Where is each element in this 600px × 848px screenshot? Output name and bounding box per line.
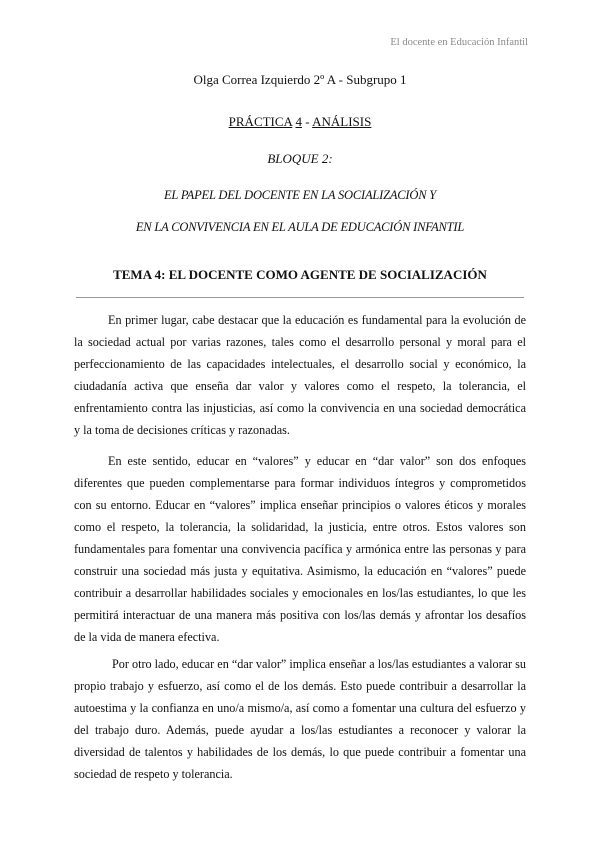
practice-word: PRÁCTICA: [228, 114, 293, 129]
author-line: Olga Correa Izquierdo 2º A - Subgrupo 1: [193, 72, 407, 87]
practice-type: ANÁLISIS: [312, 114, 372, 129]
practice-separator: -: [301, 114, 313, 129]
body-paragraph-1: En primer lugar, cabe destacar que la educación es fundamental para la evolución de la sociedad actual por varias razones, tales como el desarrollo personal y moral para el perfeccionamiento de las capacidades intelectuales, el desarrollo social y económico, la ciudadanía activa que enseña dar valor y valores como el respeto, la tolerancia, el enfrentamiento contra las injusticias, así como la convivencia en una sociedad democrática y la toma de decisiones críticas y razonadas.: [74, 313, 526, 437]
practice-number: 4: [295, 114, 302, 129]
block-title-line-2: EN LA CONVIVENCIA EN EL AULA DE EDUCACIÓN INFANTIL: [135, 220, 465, 234]
running-header: El docente en Educación Infantil: [390, 37, 528, 48]
block-heading: BLOQUE 2:: [267, 151, 333, 166]
body-paragraph-2: En este sentido, educar en “valores” y educar en “dar valor” son dos enfoques diferentes que pueden complementarse para formar individuos íntegros y comprometidos con su entorno. Educar en “valores” implica enseñar principios o valores éticos y morales como el respeto, la tolerancia, la solidaridad, la justicia, entre otros. Estos valores son fundamentales para fomentar una convivencia pacífica y armónica entre las personas y para construir una sociedad más justa y equitativa. Asimismo, la educación en “valores” puede contribuir a desarrollar habilidades sociales y emocionales en los/las estudiantes, lo que les permitirá interactuar de una manera más positiva con los/las demás y afrontar los desafíos de la vida de manera efectiva.: [74, 454, 526, 644]
body-paragraph-3: Por otro lado, educar en “dar valor” implica enseñar a los/las estudiantes a valorar su propio trabajo y esfuerzo, así como el de los demás. Esto puede contribuir a desarrollar la autoestima y la confianza en uno/a mismo/a, así como a fomentar una cultura del esfuerzo y del trabajo duro. Además, puede ayudar a los/las estudiantes a reconocer y valorar la diversidad de talentos y habilidades de los demás, lo que puede contribuir a fomentar una sociedad de respeto y tolerancia.: [74, 657, 526, 781]
block-title-line-1: EL PAPEL DEL DOCENTE EN LA SOCIALIZACIÓN Y: [163, 188, 437, 202]
practice-heading: [0, 114, 600, 130]
topic-heading: TEMA 4: EL DOCENTE COMO AGENTE DE SOCIALIZACIÓN: [113, 267, 487, 282]
horizontal-rule: [76, 297, 524, 298]
